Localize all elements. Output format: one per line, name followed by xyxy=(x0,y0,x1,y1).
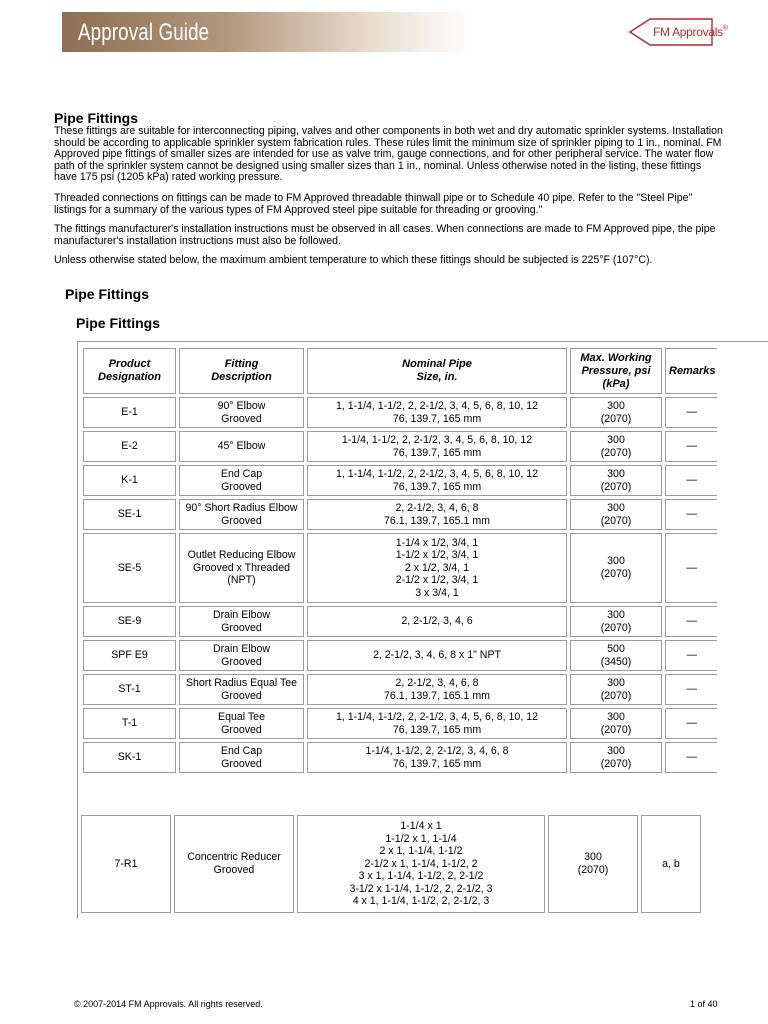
cell-designation: 7-R1 xyxy=(81,815,171,913)
banner-title: Approval Guide xyxy=(78,19,210,46)
cell-description: Drain Elbow Grooved xyxy=(179,606,304,637)
cell-designation: E-1 xyxy=(83,397,176,428)
cell-size: 2, 2-1/2, 3, 4, 6, 8 x 1" NPT xyxy=(307,640,567,671)
page-title: Pipe Fittings xyxy=(54,110,138,126)
table-header-row xyxy=(83,348,717,394)
cell-remarks: — xyxy=(665,465,717,496)
subsection-heading: Pipe Fittings xyxy=(76,315,160,331)
table-row xyxy=(83,674,717,705)
cell-remarks: — xyxy=(665,499,717,530)
header-product-designation: Product Designation xyxy=(83,348,176,394)
cell-description: 90° Elbow Grooved xyxy=(179,397,304,428)
cell-size: 2, 2-1/2, 3, 4, 6, 8 76.1, 139.7, 165.1 mm xyxy=(307,499,567,530)
table-row xyxy=(83,742,717,773)
cell-pressure: 500 (3450) xyxy=(570,640,662,671)
cell-pressure: 300 (2070) xyxy=(570,499,662,530)
table-row xyxy=(83,640,717,671)
cell-size: 1-1/4, 1-1/2, 2, 2-1/2, 3, 4, 5, 6, 8, 10, 12 76, 139.7, 165 mm xyxy=(307,431,567,462)
cell-size: 1, 1-1/4, 1-1/2, 2, 2-1/2, 3, 4, 5, 6, 8, 10, 12 76, 139.7, 165 mm xyxy=(307,708,567,739)
table-row xyxy=(83,708,717,739)
cell-remarks: — xyxy=(665,606,717,637)
cell-remarks: — xyxy=(665,742,717,773)
cell-designation: SPF E9 xyxy=(83,640,176,671)
table-row xyxy=(83,397,717,428)
cell-pressure: 300 (2070) xyxy=(548,815,638,913)
cell-remarks: — xyxy=(665,533,717,603)
table-row xyxy=(83,533,717,603)
cell-designation: SK-1 xyxy=(83,742,176,773)
header-fitting-description: Fitting Description xyxy=(179,348,304,394)
table-row xyxy=(83,465,717,496)
intro-paragraph: These fittings are suitable for interconnecting piping, valves and other components in both wet and dry automatic sprinkler systems. Installation should be according to applicable sprinkler system fabrication rules. These rules limit the minimum size of sprinkler piping to 1 in., nominal. FM Approved pipe fittings of smaller sizes are intended for use as valve trim, gauge connections, and for other peripheral service. The water flow path of the sprinkler system cannot be designed using smaller sizes than 1 in., nominal. Unless otherwise noted in the listing, these fittings have 175 psi (1205 kPa) rated working pressure. xyxy=(54,125,723,184)
table-row xyxy=(83,606,717,637)
temperature-paragraph: Unless otherwise stated below, the maximum ambient temperature to which these fittings should be subjected is 225°F (107°C). xyxy=(54,254,653,266)
cell-remarks: — xyxy=(665,397,717,428)
cell-remarks: — xyxy=(665,674,717,705)
cell-pressure: 300 (2070) xyxy=(570,397,662,428)
cell-designation: ST-1 xyxy=(83,674,176,705)
cell-remarks: a, b xyxy=(641,815,701,913)
cell-description: End Cap Grooved xyxy=(179,742,304,773)
cell-pressure: 300 (2070) xyxy=(570,431,662,462)
cell-size: 1-1/4 x 1/2, 3/4, 1 1-1/2 x 1/2, 3/4, 1 2 x 1/2, 3/4, 1 2-1/2 x 1/2, 3/4, 1 3 x 3/4, 1 xyxy=(307,533,567,603)
cell-pressure: 300 (2070) xyxy=(570,674,662,705)
cell-description: Equal Tee Grooved xyxy=(179,708,304,739)
cell-size: 1, 1-1/4, 1-1/2, 2, 2-1/2, 3, 4, 5, 6, 8, 10, 12 76, 139.7, 165 mm xyxy=(307,465,567,496)
header-remarks: Remarks xyxy=(665,348,717,394)
cell-remarks: — xyxy=(665,431,717,462)
cell-designation: SE-9 xyxy=(83,606,176,637)
cell-pressure: 300 (2070) xyxy=(570,606,662,637)
cell-designation: SE-5 xyxy=(83,533,176,603)
header-max-working-pressure: Max. Working Pressure, psi (kPa) xyxy=(570,348,662,394)
cell-size: 1-1/4 x 1 1-1/2 x 1, 1-1/4 2 x 1, 1-1/4, 1-1/2 2-1/2 x 1, 1-1/4, 1-1/2, 2 3 x 1, 1-1/4, 1-1/2, 2, 2-1/2 3-1/2 x 1-1/4, 1-1/2, 2, 2-1/2, 3 4 x 1, 1-1/4, 1-1/2, 2, 2-1/2, 3 xyxy=(297,815,545,913)
cell-pressure: 300 (2070) xyxy=(570,742,662,773)
cell-remarks: — xyxy=(665,708,717,739)
table-row xyxy=(83,499,717,530)
table-row xyxy=(83,431,717,462)
cell-pressure: 300 (2070) xyxy=(570,533,662,603)
threaded-paragraph: Threaded connections on fittings can be made to FM Approved threadable thinwall pipe or to Schedule 40 pipe. Refer to the "Steel Pipe" listings for a summary of the various types of FM Approved steel pipe suitable for threading or grooving." xyxy=(54,192,693,216)
cell-description: End Cap Grooved xyxy=(179,465,304,496)
cell-description: 45° Elbow xyxy=(179,431,304,462)
cell-designation: T-1 xyxy=(83,708,176,739)
header-banner xyxy=(62,12,472,52)
cell-remarks: — xyxy=(665,640,717,671)
cell-size: 1-1/4, 1-1/2, 2, 2-1/2, 3, 4, 6, 8 76, 139.7, 165 mm xyxy=(307,742,567,773)
fittings-table-continued xyxy=(78,812,704,916)
cell-designation: SE-1 xyxy=(83,499,176,530)
cell-designation: K-1 xyxy=(83,465,176,496)
cell-description: Outlet Reducing Elbow Grooved x Threaded (NPT) xyxy=(179,533,304,603)
cell-size: 2, 2-1/2, 3, 4, 6 xyxy=(307,606,567,637)
cell-description: 90° Short Radius Elbow Grooved xyxy=(179,499,304,530)
fittings-table xyxy=(80,345,720,776)
footer-copyright: © 2007-2014 FM Approvals. All rights reserved. xyxy=(74,999,263,1009)
instructions-paragraph: The fittings manufacturer's installation instructions must be observed in all cases. When connections are made to FM Approved pipe, the pipe manufacturer's installation instructions must also be followed. xyxy=(54,223,716,247)
cell-size: 1, 1-1/4, 1-1/2, 2, 2-1/2, 3, 4, 5, 6, 8, 10, 12 76, 139.7, 165 mm xyxy=(307,397,567,428)
table-row xyxy=(81,815,701,913)
header-nominal-pipe-size: Nominal Pipe Size, in. xyxy=(307,348,567,394)
footer-page-number: 1 of 40 xyxy=(690,999,718,1009)
logo-text: FM Approvals® xyxy=(653,25,728,39)
cell-designation: E-2 xyxy=(83,431,176,462)
cell-description: Drain Elbow Grooved xyxy=(179,640,304,671)
cell-description: Short Radius Equal Tee Grooved xyxy=(179,674,304,705)
cell-pressure: 300 (2070) xyxy=(570,465,662,496)
cell-pressure: 300 (2070) xyxy=(570,708,662,739)
cell-description: Concentric Reducer Grooved xyxy=(174,815,294,913)
cell-size: 2, 2-1/2, 3, 4, 6, 8 76.1, 139.7, 165.1 mm xyxy=(307,674,567,705)
section-heading: Pipe Fittings xyxy=(65,286,149,302)
fm-approvals-logo xyxy=(628,16,728,48)
